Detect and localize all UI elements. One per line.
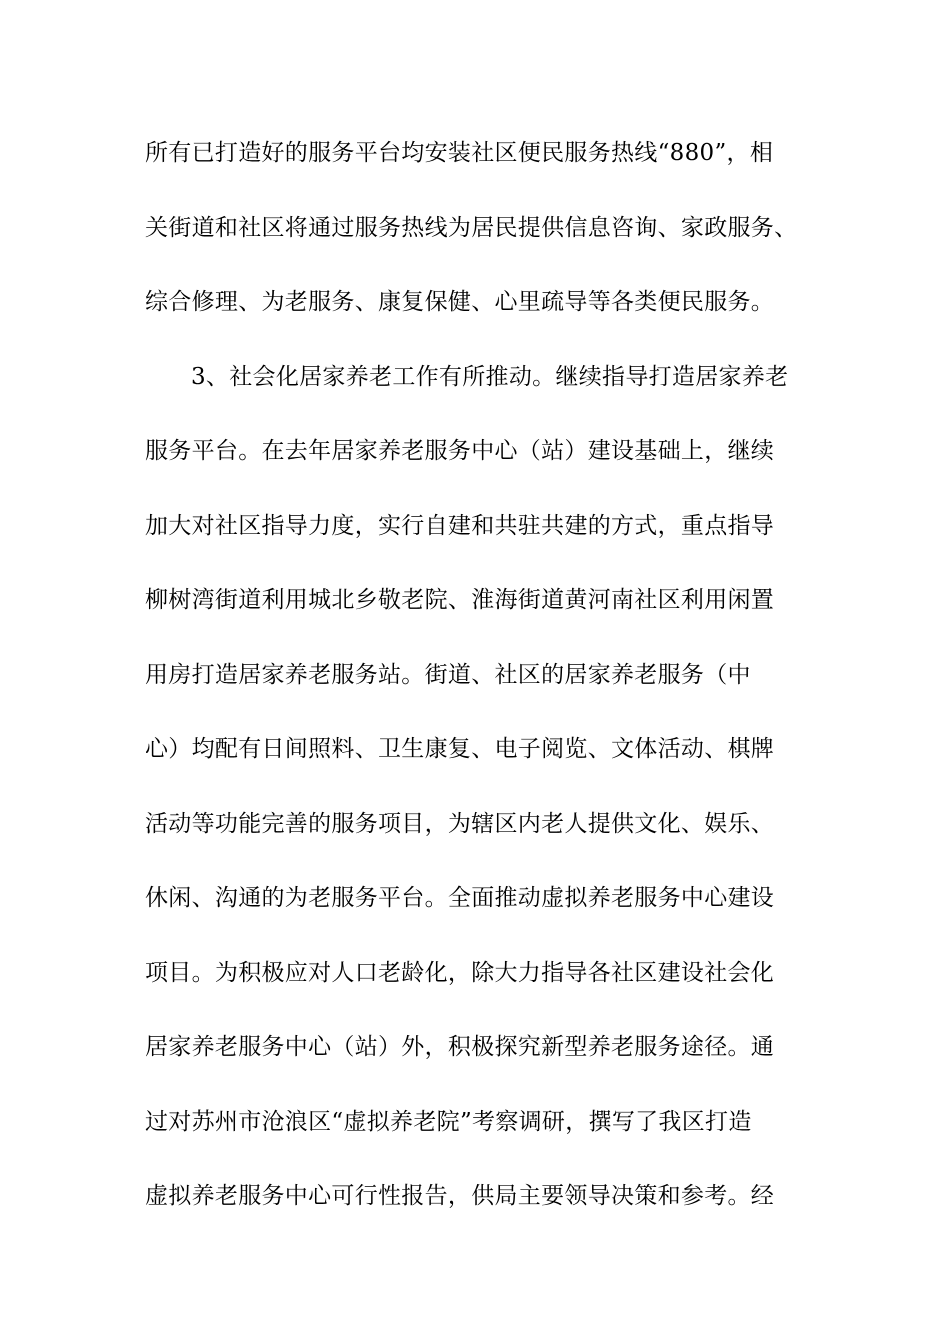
text-line: 加大对社区指导力度，实行自建和共驻共建的方式，重点指导 <box>145 512 775 539</box>
text-line: 活动等功能完善的服务项目，为辖区内老人提供文化、娱乐、 <box>145 810 775 837</box>
text-line: 关街道和社区将通过服务热线为居民提供信息咨询、家政服务、 <box>145 214 798 241</box>
text-line: 所有已打造好的服务平台均安装社区便民服务热线“880”，相 <box>145 140 774 166</box>
text-line: 虚拟养老服务中心可行性报告，供局主要领导决策和参考。经 <box>145 1183 775 1209</box>
text-line: 心）均配有日间照料、卫生康复、电子阅览、文体活动、棋牌 <box>145 736 775 762</box>
text-line: 休闲、沟通的为老服务平台。全面推动虚拟养老服务中心建设 <box>145 885 775 911</box>
text-line: 用房打造居家养老服务站。街道、社区的居家养老服务（中 <box>145 661 751 688</box>
body-text <box>145 131 807 1249</box>
text-line: 综合修理、为老服务、康复保健、心里疏导等各类便民服务。 <box>145 289 775 315</box>
text-line: 项目。为积极应对人口老龄化，除大力指导各社区建设社会化 <box>145 959 775 986</box>
text-line: 柳树湾街道利用城北乡敬老院、淮海街道黄河南社区利用闲置 <box>145 587 775 613</box>
text-line: 过对苏州市沧浪区“虚拟养老院”考察调研，撰写了我区打造 <box>145 1108 752 1135</box>
text-line-paragraph-start: 3、社会化居家养老工作有所推动。继续指导打造居家养老 <box>191 363 789 390</box>
text-line: 居家养老服务中心（站）外，积极探究新型养老服务途径。通 <box>145 1034 775 1060</box>
text-line: 服务平台。在去年居家养老服务中心（站）建设基础上，继续 <box>145 438 775 464</box>
